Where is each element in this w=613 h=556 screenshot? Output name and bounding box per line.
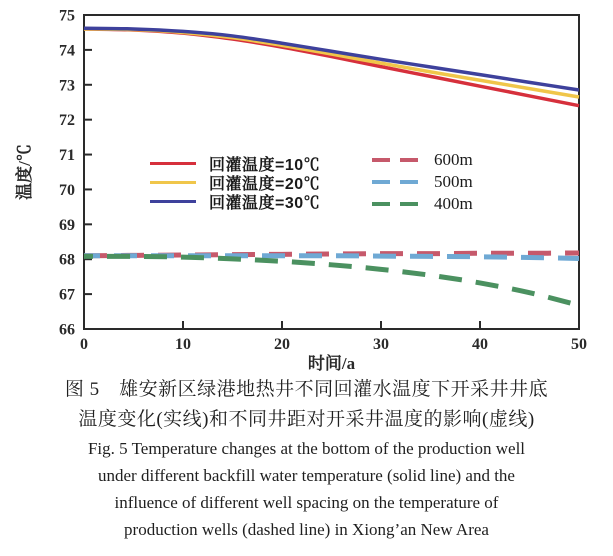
legend-label: 500m	[434, 172, 473, 191]
legend-item-500m	[372, 172, 473, 191]
legend-solid-lines	[150, 156, 321, 212]
svg-text:40: 40	[472, 336, 488, 353]
legend-label: 回灌温度=10℃	[209, 156, 321, 174]
green-dashed-swatch	[372, 202, 418, 207]
svg-text:70: 70	[59, 181, 75, 199]
legend-item-400m	[372, 194, 473, 213]
legend-dashed-lines	[372, 150, 473, 213]
x-axis-label: 时间/a	[307, 354, 356, 372]
svg-text:20: 20	[274, 336, 290, 353]
caption-zh-line1: 图 5 雄安新区绿港地热井不同回灌水温度下开采井井底	[64, 379, 549, 400]
legend-label: 400m	[434, 194, 473, 213]
blue-dashed-swatch	[372, 180, 418, 185]
caption-en-line2: under different backfill water temperature (solid line) and the	[98, 466, 515, 485]
caption-en-line4: production wells (dashed line) in Xiong’an New Area	[124, 520, 489, 539]
svg-text:71: 71	[59, 147, 75, 165]
legend-item-600m	[372, 150, 473, 169]
series-10	[84, 29, 579, 106]
svg-text:68: 68	[59, 251, 75, 269]
legend-item-30c	[150, 194, 321, 212]
svg-text:72: 72	[59, 112, 75, 130]
svg-text:67: 67	[59, 286, 75, 304]
figure-caption	[0, 375, 613, 543]
x-axis	[80, 321, 587, 353]
yellow-line-swatch	[150, 181, 196, 184]
y-axis-label: 温度/℃	[15, 144, 34, 200]
legend-item-20c	[150, 175, 321, 193]
caption-zh-line2: 温度变化(实线)和不同井距对开采井温度的影响(虚线)	[78, 409, 535, 430]
legend-label: 回灌温度=20℃	[209, 175, 321, 193]
svg-text:75: 75	[59, 7, 75, 25]
svg-text:10: 10	[175, 336, 191, 353]
red-line-swatch	[150, 162, 196, 165]
legend-label: 回灌温度=30℃	[209, 194, 321, 212]
svg-text:30: 30	[373, 336, 389, 353]
caption-en-line3: influence of different well spacing on the temperature of	[114, 493, 499, 512]
svg-text:66: 66	[59, 321, 75, 339]
series-30	[84, 28, 579, 90]
svg-text:0: 0	[80, 336, 88, 353]
svg-text:69: 69	[59, 216, 75, 234]
red-dashed-swatch	[372, 158, 418, 163]
svg-text:50: 50	[571, 336, 587, 353]
series-400m	[84, 256, 579, 305]
y-axis	[59, 8, 92, 339]
svg-text:73: 73	[59, 77, 75, 95]
legend-label: 600m	[434, 150, 473, 169]
blue-line-swatch	[150, 200, 196, 203]
caption-en-line1: Fig. 5 Temperature changes at the bottom of the production well	[87, 439, 526, 458]
svg-text:74: 74	[59, 42, 75, 60]
series-20	[84, 29, 579, 97]
legend-item-10c	[150, 156, 321, 174]
